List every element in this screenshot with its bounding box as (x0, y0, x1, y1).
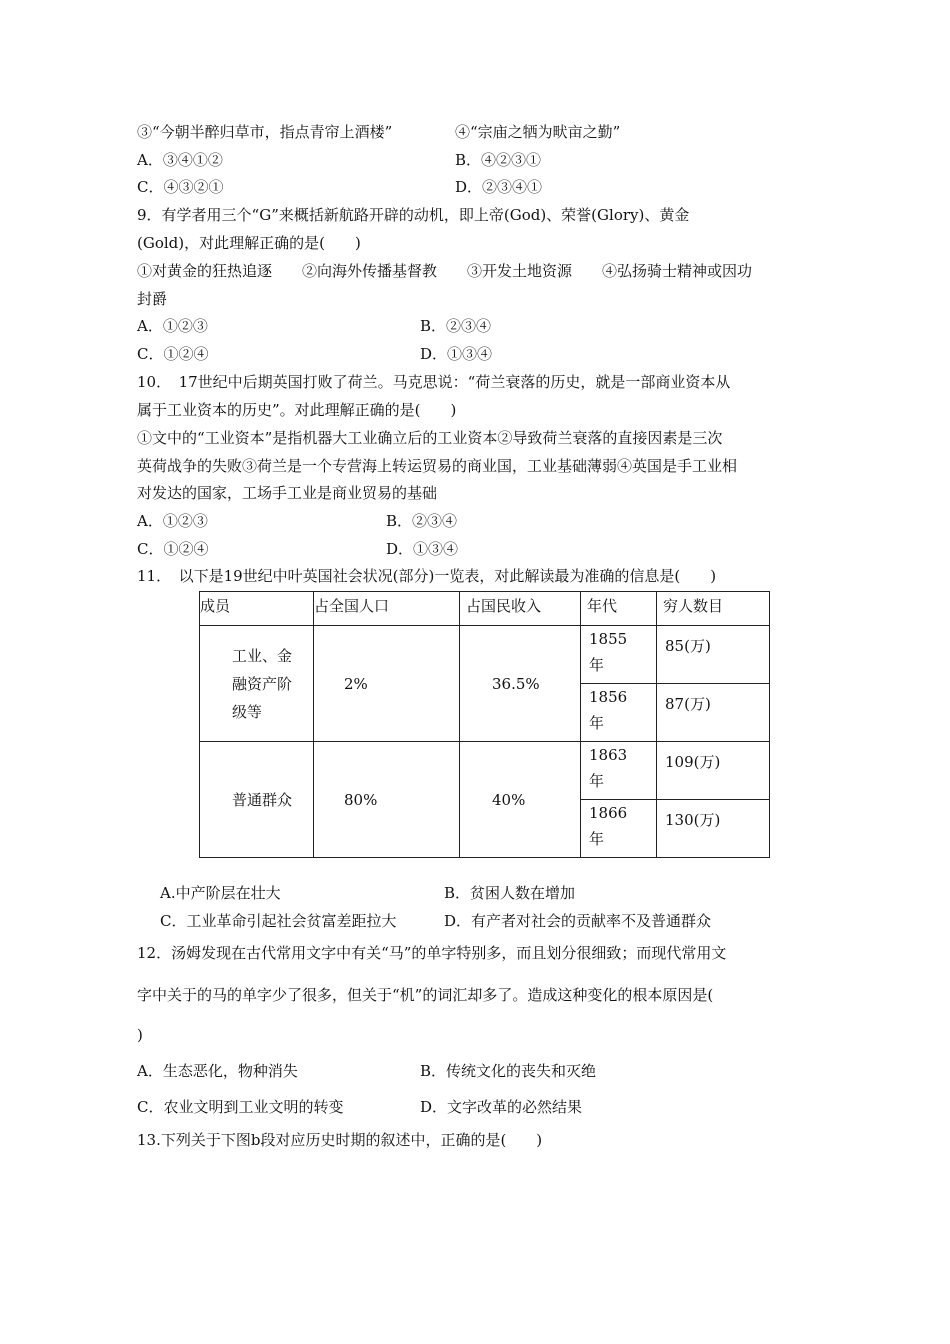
cell-year: 1863 年 (581, 742, 657, 800)
q9-option-b: B．②③④ (420, 317, 492, 335)
q12-option-c: C．农业文明到工业文明的转变 (137, 1098, 344, 1116)
cell-year: 1855 年 (581, 626, 657, 684)
q10-items-line2: 英荷战争的失败③荷兰是一个专营海上转运贸易的商业国，工业基础薄弱④英国是手工业相 (137, 457, 738, 475)
q9-option-c: C．①②④ (137, 345, 209, 363)
q12-option-a: A．生态恶化，物种消失 (137, 1062, 298, 1080)
q9-option-a: A．①②③ (137, 317, 208, 335)
q13-stem: 13.下列关于下图b段对应历史时期的叙述中，正确的是( ) (137, 1131, 543, 1149)
q8-option-b: B．④②③① (455, 151, 542, 169)
q8-item-4: ④“宗庙之牺为畎亩之勤” (455, 123, 621, 141)
cell-member-masses: 普通群众 (200, 742, 314, 858)
q12-stem-line2: 字中关于的马的单字少了很多，但关于“机”的词汇却多了。造成这种变化的根本原因是( (137, 986, 714, 1004)
header-year: 年代 (581, 592, 657, 626)
header-population: 占全国人口 (314, 592, 460, 626)
q12-option-b: B．传统文化的丧失和灭绝 (420, 1062, 597, 1080)
cell-income-capitalists: 36.5% (460, 626, 581, 742)
q9-stem-line1: 9．有学者用三个“G”来概括新航路开辟的动机，即上帝(God)、荣誉(Glory)、黄金 (137, 206, 690, 224)
header-member: 成员 (200, 592, 314, 626)
q10-option-a: A．①②③ (137, 512, 208, 530)
q11-option-c: C．工业革命引起社会贫富差距拉大 (160, 912, 397, 930)
q9-items-line2: 封爵 (137, 290, 168, 308)
q9-items-line1: ①对黄金的狂热追逐 ②向海外传播基督教 ③开发土地资源 ④弘扬骑士精神或因功 (137, 262, 753, 280)
q10-items-line3: 对发达的国家，工场手工业是商业贸易的基础 (137, 484, 438, 502)
q10-option-b: B．②③④ (386, 512, 458, 530)
q10-stem-line2: 属于工业资本的历史”。对此理解正确的是( ) (137, 401, 457, 419)
table-row (200, 742, 770, 800)
q10-option-c: C．①②④ (137, 540, 209, 558)
q8-option-d: D．②③④① (455, 178, 543, 196)
q8-item-3: ③“今朝半醉归草市，指点青帘上酒楼” (137, 123, 393, 141)
q11-option-a: A.中产阶层在壮大 (160, 884, 281, 902)
q11-option-d: D．有产者对社会的贡献率不及普通群众 (444, 912, 712, 930)
cell-population-masses: 80% (314, 742, 460, 858)
header-poor: 穷人数目 (657, 592, 770, 626)
q12-option-d: D．文字改革的必然结果 (420, 1098, 583, 1116)
cell-poor: 85(万) (657, 626, 770, 684)
cell-member-capitalists: 工业、金 融资产阶 级等 (200, 626, 314, 742)
cell-poor: 87(万) (657, 684, 770, 742)
q12-stem-line1: 12．汤姆发现在古代常用文字中有关“马”的单字特别多，而且划分很细致；而现代常用文 (137, 944, 727, 962)
header-income: 占国民收入 (460, 592, 581, 626)
q11-option-b: B．贫困人数在增加 (444, 884, 576, 902)
q11-table (199, 591, 770, 858)
q8-option-a: A．③④①② (137, 151, 223, 169)
cell-income-masses: 40% (460, 742, 581, 858)
cell-poor: 109(万) (657, 742, 770, 800)
q10-items-line1: ①文中的“工业资本”是指机器大工业确立后的工业资本②导致荷兰衰落的直接因素是三次 (137, 429, 723, 447)
table-row (200, 626, 770, 684)
q10-stem-line1: 10． 17世纪中后期英国打败了荷兰。马克思说：“荷兰衰落的历史，就是一部商业资本从 (137, 373, 731, 391)
cell-poor: 130(万) (657, 800, 770, 858)
q9-stem-line2: (Gold)，对此理解正确的是( ) (137, 234, 361, 252)
q10-option-d: D．①③④ (386, 540, 459, 558)
cell-year: 1866 年 (581, 800, 657, 858)
cell-year: 1856 年 (581, 684, 657, 742)
table-header-row (200, 592, 770, 626)
q12-stem-line3: ) (137, 1026, 143, 1044)
q8-option-c: C．④③②① (137, 178, 224, 196)
cell-population-capitalists: 2% (314, 626, 460, 742)
q11-stem: 11． 以下是19世纪中叶英国社会状况(部分)一览表，对此解读最为准确的信息是( ) (137, 567, 717, 585)
q9-option-d: D．①③④ (420, 345, 493, 363)
